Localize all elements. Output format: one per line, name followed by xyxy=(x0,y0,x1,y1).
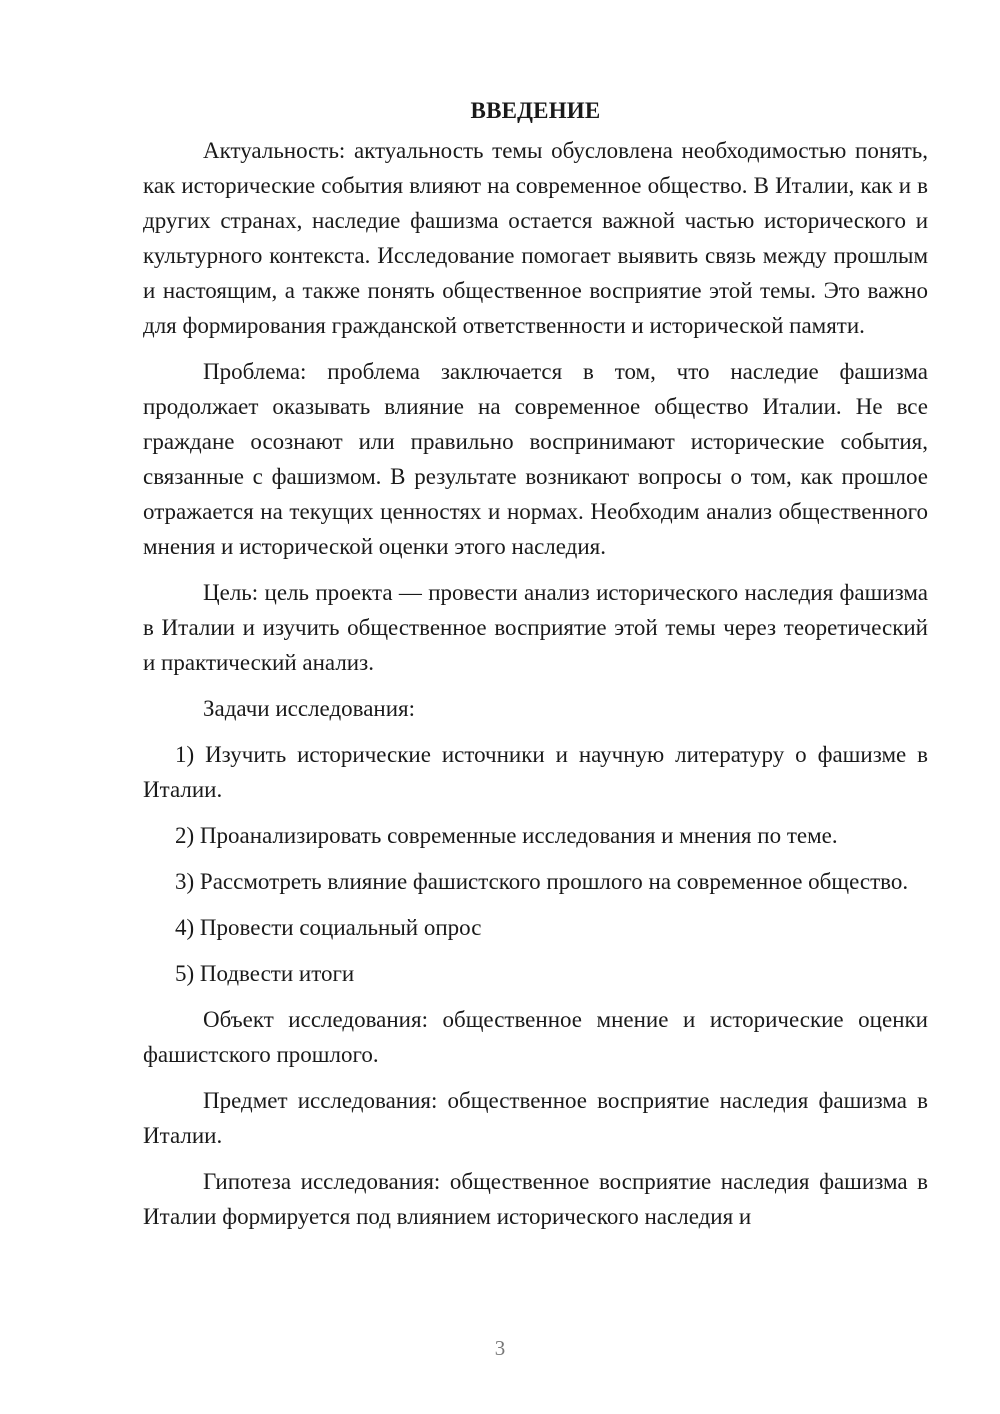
tasks-heading: Задачи исследования: xyxy=(203,696,416,721)
task-item-4: 4) Провести социальный опрос xyxy=(175,915,482,940)
goal-paragraph: Цель: цель проекта — провести анализ исторического наследия фашизма в Италии и изучить общественное восприятие этой темы через теоретический и практический анализ. xyxy=(143,580,928,675)
task-item-1: 1) Изучить исторические источники и научную литературу о фашизме в Италии. xyxy=(143,742,928,802)
task-item-3: 3) Рассмотреть влияние фашистского прошлого на современное общество. xyxy=(175,869,909,894)
task-item-2: 2) Проанализировать современные исследования и мнения по теме. xyxy=(175,823,838,848)
relevance-paragraph: Актуальность: актуальность темы обусловлена необходимостью понять, как исторические события влияют на современное общество. В Италии, как и в других странах, наследие фашизма остается важной частью исторического и культурного контекста. Исследование помогает выявить связь между прошлым и настоящим, а также понять общественное восприятие этой темы. Это важно для формирования гражданской ответственности и исторической памяти. xyxy=(143,138,928,338)
page-number: 3 xyxy=(494,1336,506,1360)
hypothesis-paragraph: Гипотеза исследования: общественное восприятие наследия фашизма в Италии формируется под влиянием исторического наследия и xyxy=(143,1169,928,1229)
section-title: ВВЕДЕНИЕ xyxy=(470,98,601,123)
object-paragraph: Объект исследования: общественное мнение и исторические оценки фашистского прошлого. xyxy=(143,1007,928,1067)
problem-paragraph: Проблема: проблема заключается в том, что наследие фашизма продолжает оказывать влияние на современное общество Италии. Не все граждане осознают или правильно воспринимают исторические события, связанные с фашизмом. В результате возникают вопросы о том, как прошлое отражается на текущих ценностях и нормах. Необходим анализ общественного мнения и исторической оценки этого наследия. xyxy=(143,359,928,559)
page-content xyxy=(143,93,928,1245)
subject-paragraph: Предмет исследования: общественное восприятие наследия фашизма в Италии. xyxy=(143,1088,928,1148)
task-item-5: 5) Подвести итоги xyxy=(175,961,355,986)
